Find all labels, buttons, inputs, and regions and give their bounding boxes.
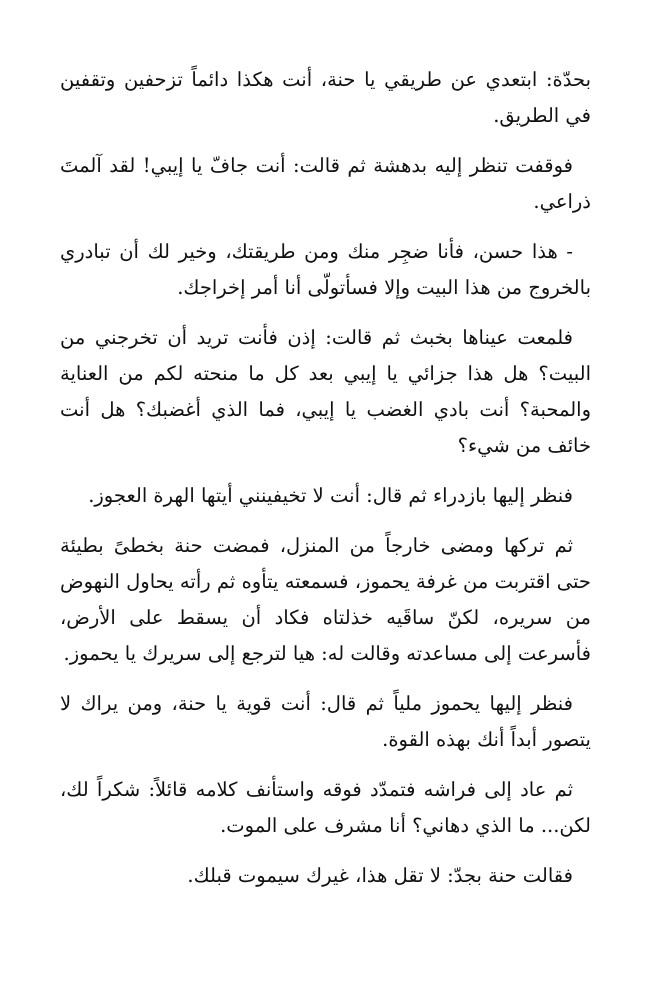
paragraph-1: بحدّة: ابتعدي عن طريقي يا حنة، أنت هكذا دائماً تزحفين وتقفين في الطريق. xyxy=(60,68,591,127)
paragraph-9: فقالت حنة بجدّ: لا تقل هذا، غيرك سيموت قبلك. xyxy=(187,864,573,887)
paragraph-6: ثم تركها ومضى خارجاً من المنزل، فمضت حنة بخطىً بطيئة حتى اقتربت من غرفة يحموز، فسمعته يتأوه ثم رأته يحاول النهوض من سريره، لكنّ ساقَيه خذلتاه فكاد أن يسقط على الأرض، فأسرعت إلى مساعدته وقالت له: هيا لترجع إلى سريرك يا يحموز. xyxy=(60,534,591,665)
paragraph-7: فنظر إليها يحموز ملياً ثم قال: أنت قوية يا حنة، ومن يراك لا يتصور أبداً أنك بهذه القوة. xyxy=(60,692,591,751)
paragraph-4: فلمعت عيناها بخبث ثم قالت: إذن فأنت تريد أن تخرجني من البيت؟ هل هذا جزائي يا إيبي بعد كل ما منحته لكم من العناية والمحبة؟ أنت بادي الغضب يا إيبي، فما الذي أغضبك؟ هل أنت خائف من شيء؟ xyxy=(60,326,591,457)
paragraph-3: - هذا حسن، فأنا ضجِر منك ومن طريقتك، وخير لك أن تبادري بالخروج من هذا البيت وإلا فسأتولّى أنا أمر إخراجك. xyxy=(60,240,591,299)
paragraph-2: فوقفت تنظر إليه بدهشة ثم قالت: أنت جافّ يا إيبي! لقد آلمتَ ذراعي. xyxy=(60,154,591,213)
paragraph-5: فنظر إليها بازدراء ثم قال: أنت لا تخيفينني أيتها الهرة العجوز. xyxy=(88,484,573,507)
paragraph-8: ثم عاد إلى فراشه فتمدّد فوقه واستأنف كلامه قائلاً: شكراً لك، لكن... ما الذي دهاني؟ أنا مشرف على الموت. xyxy=(60,778,591,837)
